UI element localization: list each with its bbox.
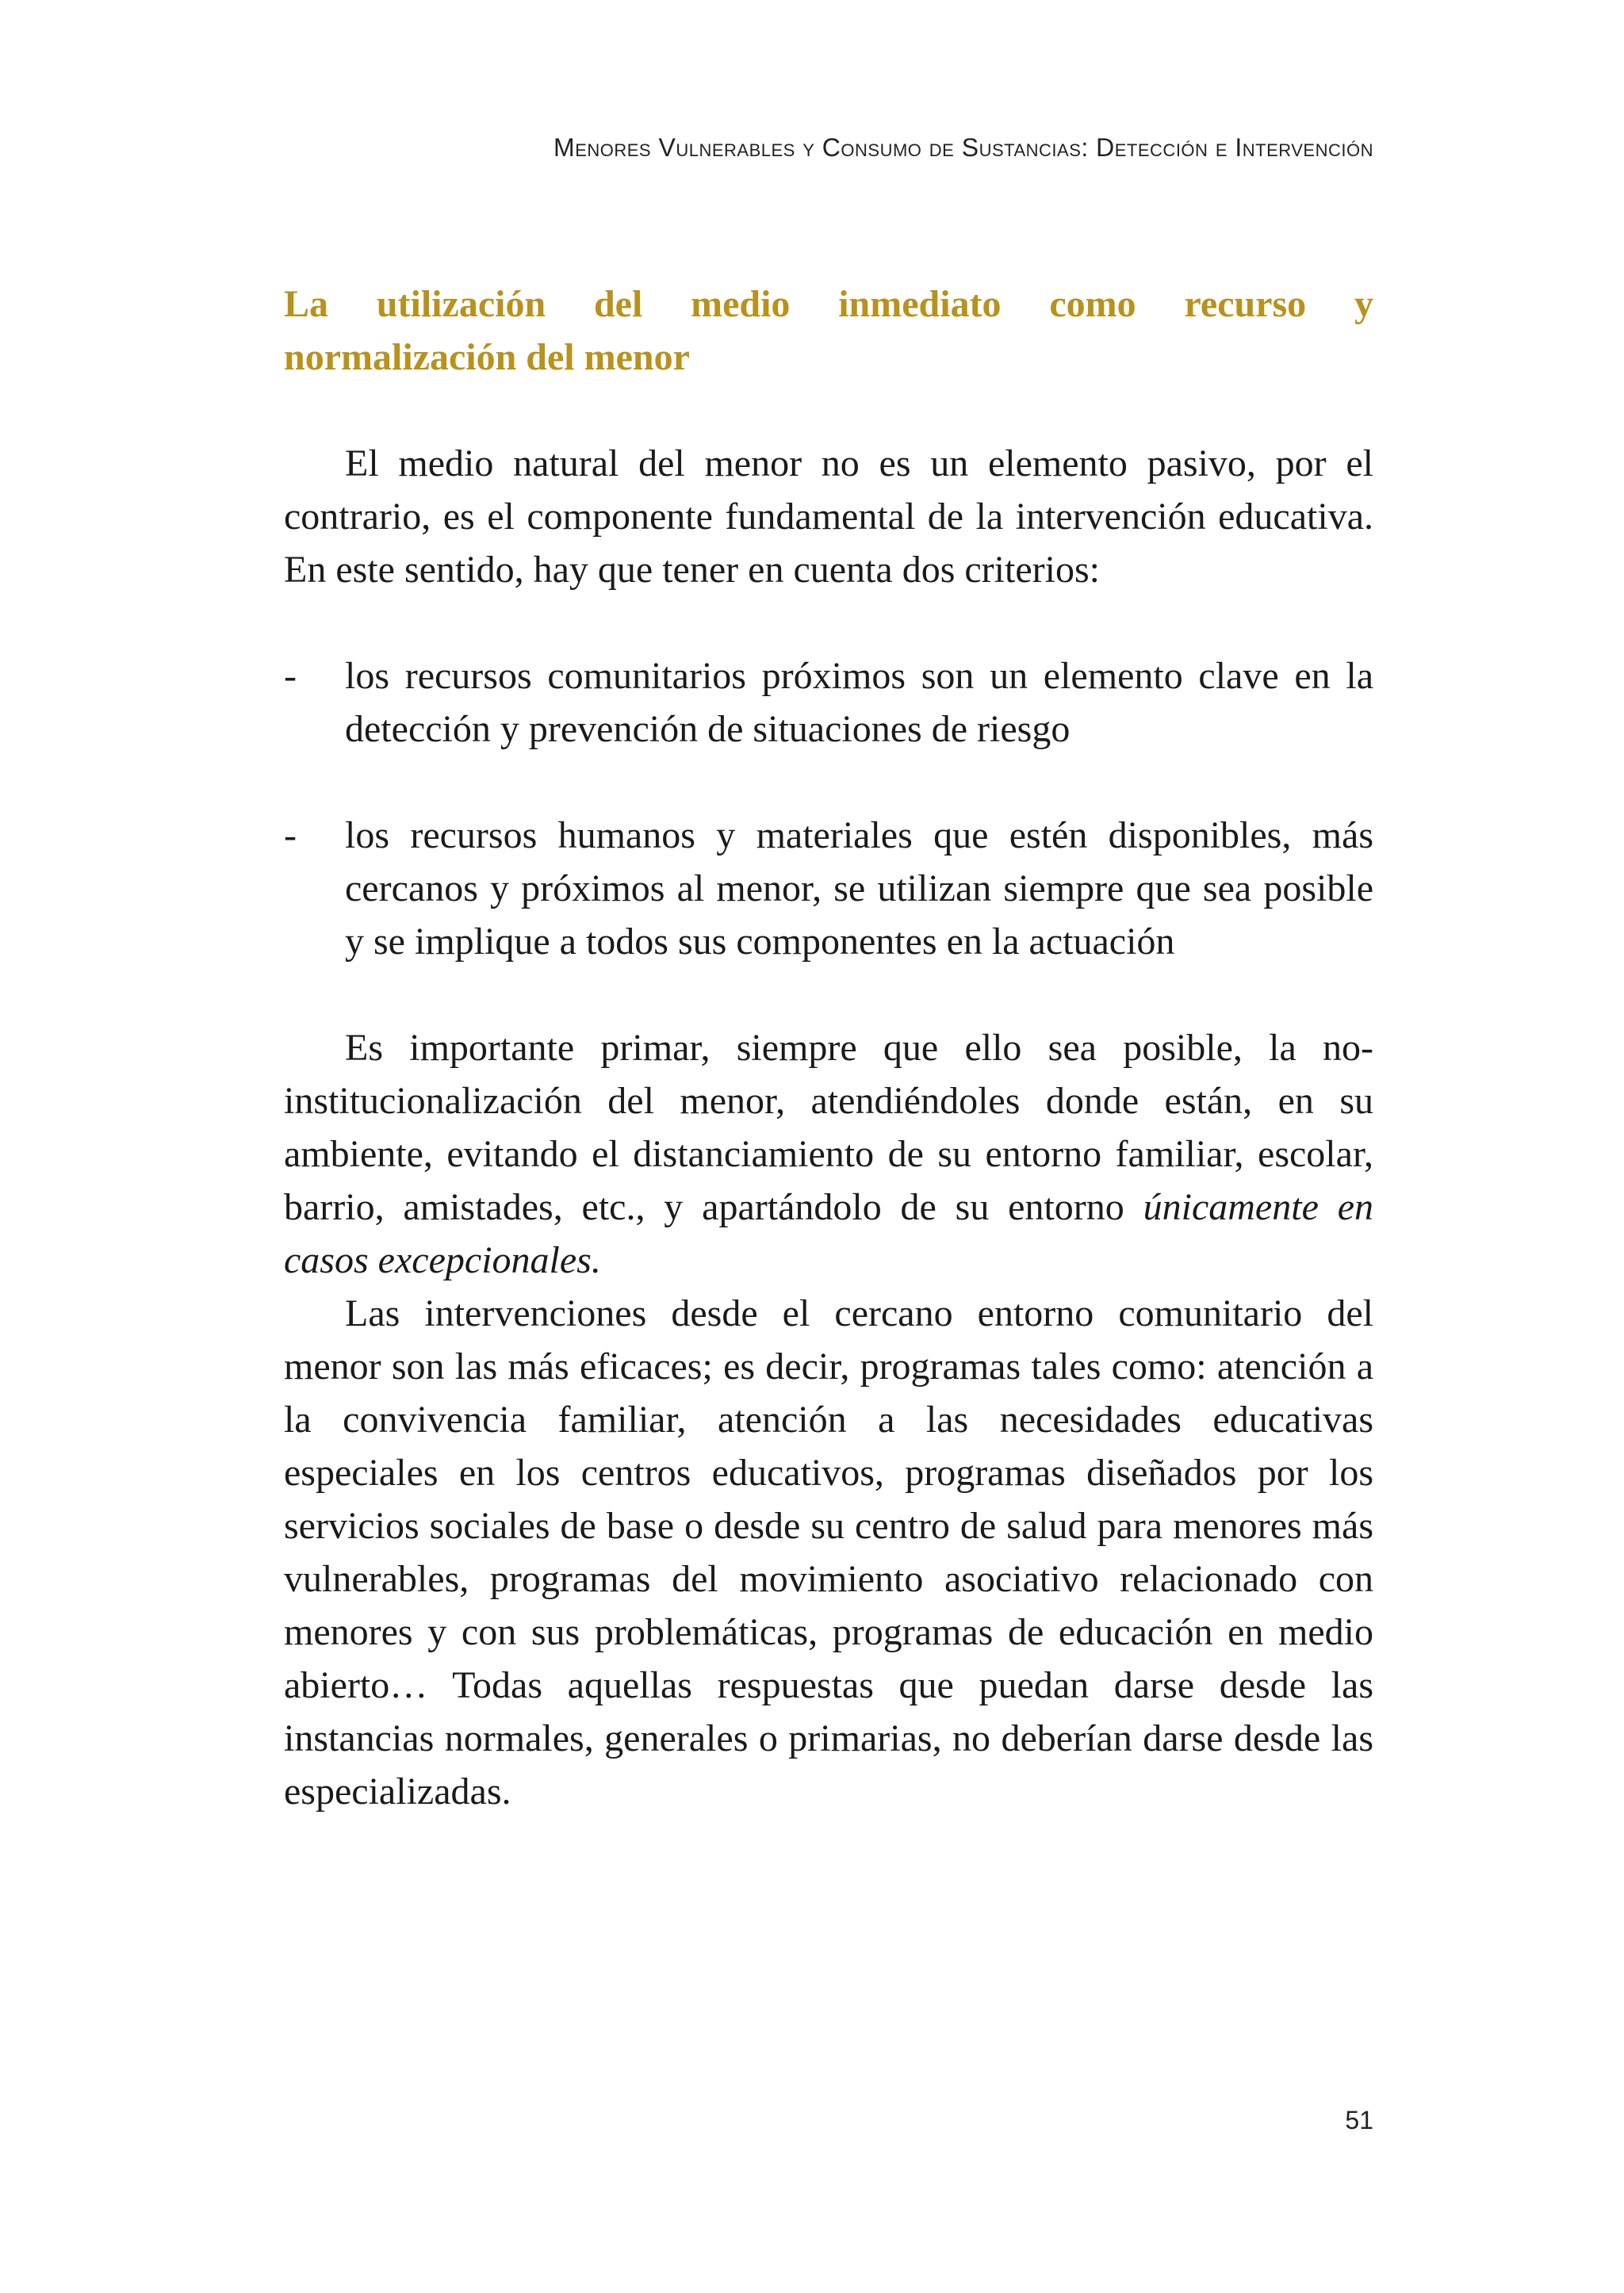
spacer [284, 968, 1373, 1021]
page-number: 51 [1345, 2106, 1373, 2134]
intro-paragraph: El medio natural del menor no es un elemento pasivo, por el contrario, es el componente fundamental de la intervención educativa. En este sentido, hay que tener en cuenta dos criterios: [284, 442, 1373, 591]
list-item-text: los recursos humanos y materiales que estén disponibles, más cercanos y próximos al menor, se utilizan siempre que sea posible y se implique a todos sus componentes en la actuación [345, 814, 1373, 963]
paragraph-institutionalization [284, 1021, 1373, 1287]
paragraph-interventions: Las intervenciones desde el cercano entorno comunitario del menor son las más eficaces; es decir, programas tales como: atención a la convivencia familiar, atención a las necesidades educativas especiales en los centros educativos, programas diseñados por los servicios sociales de base o desde su centro de salud para menores más vulnerables, programas del movimiento asociativo relacionado con menores y con sus problemáticas, programas de educación en medio abierto… Todas aquellas respuestas que puedan darse desde las instancias normales, generales o primarias, no deberían darse desde las especializadas. [284, 1292, 1373, 1813]
list-bullet-dash: - [284, 655, 297, 697]
list-item [284, 809, 1373, 968]
section-heading-line-1: La utilización del medio inmediato como recurso y [284, 283, 1373, 325]
section-heading-line-2: normalización del menor [284, 336, 690, 378]
spacer [284, 756, 1373, 809]
list-item-text: los recursos comunitarios próximos son un elemento clave en la detección y prevención de situaciones de riesgo [345, 655, 1373, 750]
emphasized-text: únicamente en casos excepcionales. [284, 1186, 1374, 1281]
page-content [284, 278, 1373, 1818]
list-bullet-dash: - [284, 814, 297, 856]
paragraph-text: Es importante primar, siempre que ello sea posible, la no-institucionalización del menor, atendiéndoles donde están, en su ambiente, evitando el distanciamiento de su entorno familiar, escolar, barrio, amistades, etc., y apartándolo de su entorno [284, 1027, 1373, 1228]
running-header: Menores Vulnerables y Consumo de Sustancias: Detección e Intervención [553, 133, 1373, 162]
spacer [284, 596, 1373, 649]
section-heading [284, 278, 1373, 384]
list-item [284, 649, 1373, 756]
